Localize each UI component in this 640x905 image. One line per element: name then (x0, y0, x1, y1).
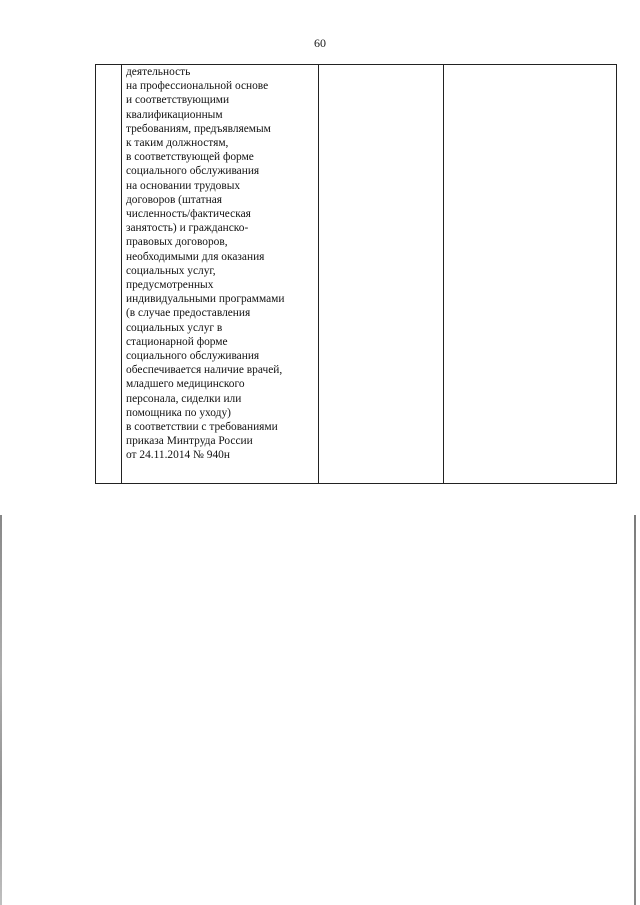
text-line: социальных услуг в (126, 321, 223, 334)
text-line: (в случае предоставления (126, 307, 251, 320)
document-table (95, 64, 617, 484)
text-line: приказа Минтруда России (126, 435, 253, 448)
text-line: договоров (штатная (126, 193, 222, 206)
table-cell-empty-2 (444, 65, 617, 484)
text-line: квалификационным (126, 108, 223, 121)
table-cell-number (96, 65, 122, 484)
text-line: младшего медицинского (126, 378, 245, 391)
text-line: численность/фактическая (126, 208, 251, 221)
table-row (96, 65, 617, 484)
scan-edge-left (0, 515, 2, 905)
text-line: помощника по уходу) (126, 406, 231, 419)
page-number: 60 (314, 36, 326, 50)
text-line: социальных услуг, (126, 264, 216, 277)
text-line: обеспечивается наличие врачей, (126, 364, 283, 377)
text-line: социального обслуживания (126, 165, 260, 178)
requirement-text (122, 65, 318, 463)
text-line: к таким должностям, (126, 137, 229, 150)
text-line: правовых договоров, (126, 236, 228, 249)
text-line: необходимыми для оказания (126, 250, 265, 263)
text-line: социального обслуживания (126, 350, 260, 363)
text-line: требованиям, предъявляемым (126, 122, 271, 135)
text-line: индивидуальными программами (126, 293, 285, 306)
text-line: персонала, сиделки или (126, 392, 242, 405)
text-line: на основании трудовых (126, 179, 241, 192)
text-line: деятельность (126, 66, 191, 78)
text-line: в соответствующей форме (126, 151, 254, 164)
table-cell-requirement (122, 65, 319, 484)
scan-edge-right (634, 515, 636, 905)
text-line: в соответствии с требованиями (126, 421, 278, 434)
text-line: на профессиональной основе (126, 80, 269, 93)
text-line: и соответствующими (126, 94, 230, 107)
text-line: стационарной форме (126, 335, 228, 348)
text-line: от 24.11.2014 № 940н (126, 449, 230, 462)
table-cell-empty-1 (319, 65, 444, 484)
text-line: предусмотренных (126, 279, 214, 292)
text-line: занятость) и гражданско- (126, 222, 249, 235)
